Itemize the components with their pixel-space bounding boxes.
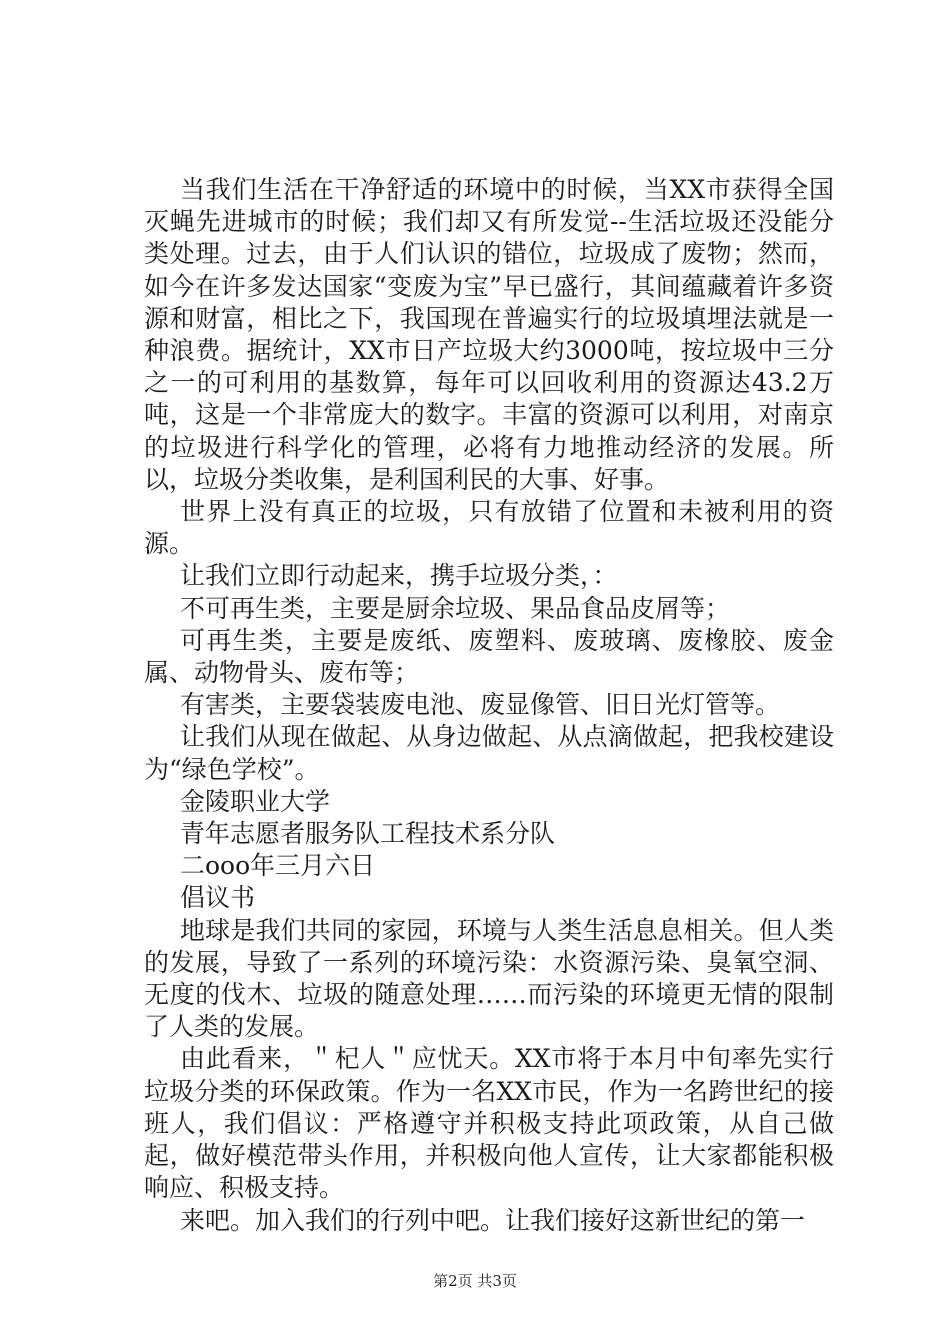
paragraph: 当我们生活在干净舒适的环境中的时候，当XX市获得全国灭蝇先进城市的时候；我们却又有所发觉--生活垃圾还没能分类处理。过去，由于人们认识的错位，垃圾成了废物；然而，如今在许多发达国家“变废为宝”早已盛行，其间蕴藏着许多资源和财富，相比之下，我国现在普遍实行的垃圾填埋法就是一种浪费。据统计，XX市日产垃圾大约3000吨，按垃圾中三分之一的可利用的基数算，每年可以回收利用的资源达43.2万吨，这是一个非常庞大的数字。丰富的资源可以利用，对南京的垃圾进行科学化的管理，必将有力地推动经济的发展。所以，垃圾分类收集，是利国利民的大事、好事。 (144, 175, 834, 494)
paragraph: 世界上没有真正的垃圾，只有放错了位置和未被利用的资源。 (144, 497, 834, 559)
signature-team: 青年志愿者服务队工程技术系分队 (180, 819, 556, 849)
paragraph: 可再生类，主要是废纸、废塑料、废玻璃、废橡胶、废金属、动物骨头、废布等； (144, 625, 834, 688)
section-title: 倡议书 (180, 883, 256, 913)
document-body (144, 174, 834, 1237)
page-number: 第2页 共3页 (433, 1272, 517, 1290)
signature-organization: 金陵职业大学 (180, 786, 331, 816)
paragraph: 不可再生类，主要是厨余垃圾、果品食品皮屑等； (180, 593, 731, 623)
paragraph: 地球是我们共同的家园，环境与人类生活息息相关。但人类的发展，导致了一系列的环境污染：水资源污染、臭氧空洞、无度的伐木、垃圾的随意处理……而污染的环境更无情的限制了人类的发展。 (144, 915, 834, 1042)
paragraph: 让我们立即行动起来，携手垃圾分类，： (180, 561, 618, 591)
paragraph: 来吧。加入我们的行列中吧。让我们接好这新世纪的第一 (180, 1205, 806, 1235)
paragraph: 让我们从现在做起、从身边做起、从点滴做起，把我校建设为“绿色学校”。 (144, 722, 834, 784)
paragraph: 由此看来，＂杞人＂应忧天。XX市将于本月中旬率先实行垃圾分类的环保政策。作为一名XX市民，作为一名跨世纪的接班人，我们倡议：严格遵守并积极支持此项政策，从自己做起，做好模范带头作用，并积极向他人宣传，让大家都能积极响应、积极支持。 (144, 1044, 834, 1203)
paragraph: 有害类，主要袋装废电池、废显像管、旧日光灯管等。 (180, 690, 781, 720)
signature-date: 二ooo年三月六日 (180, 851, 376, 881)
